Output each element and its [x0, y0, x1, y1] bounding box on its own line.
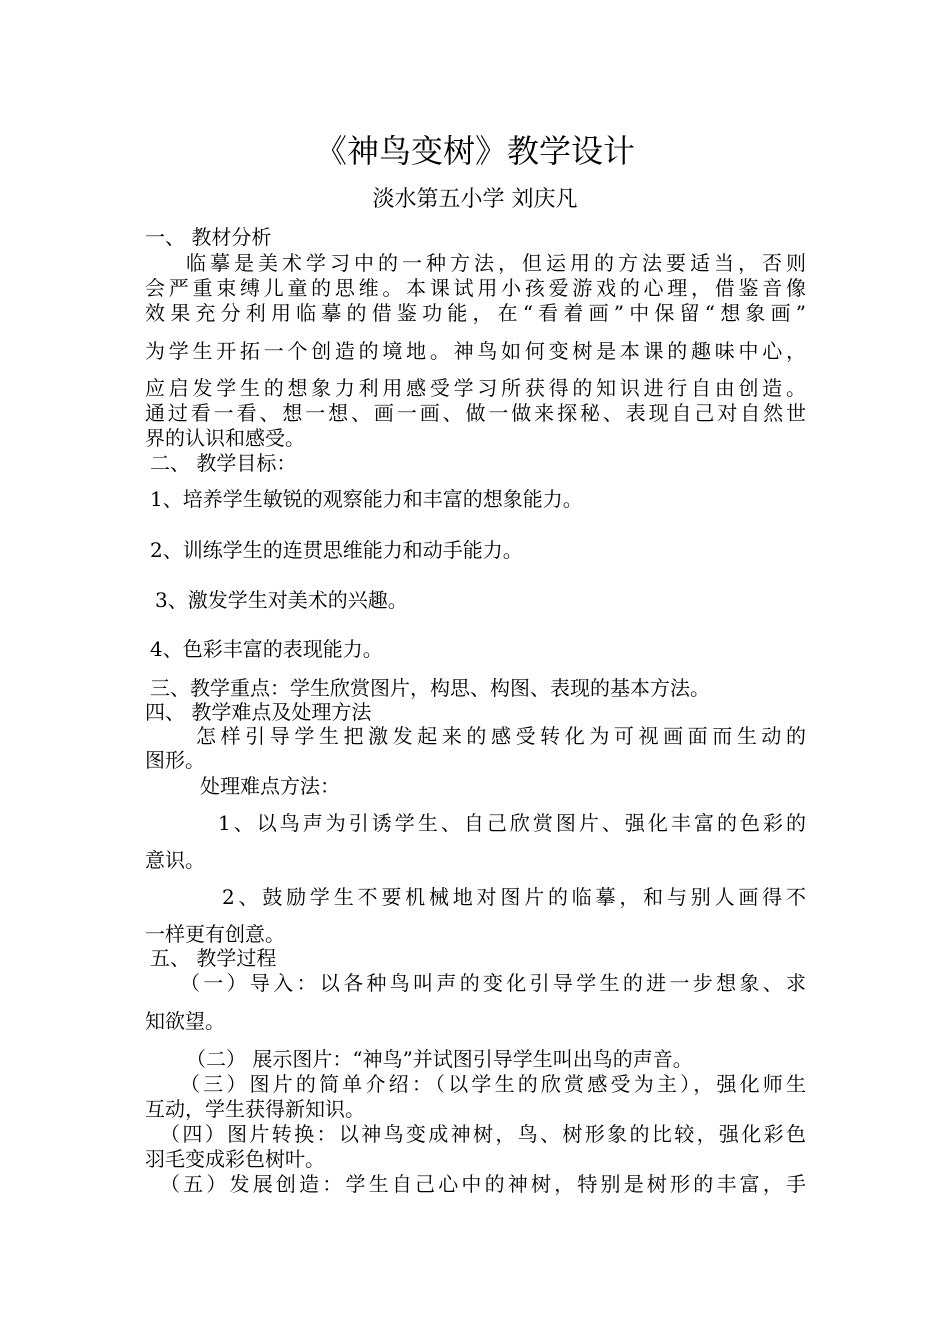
section-heading-4: 四、 教学难点及处理方法 [145, 700, 372, 724]
process-item-1: （一）导入：以各种鸟叫声的变化引导学生的进一步想象、求 [180, 971, 806, 995]
goal-item-4: 4、色彩丰富的表现能力。 [150, 637, 383, 661]
section-heading-1: 一、 教材分析 [145, 225, 272, 249]
author-line: 淡水第五小学 刘庆凡 [372, 187, 578, 212]
goal-item-1: 1、培养学生敏锐的观察能力和丰富的想象能力。 [150, 487, 583, 511]
section-heading-2: 二、 教学目标： [150, 451, 297, 475]
paragraph-line: 意识。 [145, 848, 205, 872]
paragraph-line: 羽毛变成彩色树叶。 [145, 1147, 325, 1171]
subheading: 处理难点方法： [200, 774, 340, 798]
section-heading-3: 三、教学重点：学生欣赏图片，构思、构图、表现的基本方法。 [150, 676, 710, 700]
process-item-2: （二） 展示图片：“神鸟”并试图引导学生叫出鸟的声音。 [186, 1047, 693, 1071]
process-item-5: （五）发展创造：学生自己心中的神树，特别是树形的丰富，手 [160, 1172, 806, 1196]
process-item-3: （三）图片的简单介绍：（以学生的欣赏感受为主），强化师生 [180, 1072, 806, 1096]
paragraph-line: 界的认识和感受。 [145, 426, 305, 450]
process-item-4: （四）图片转换：以神鸟变成神树，鸟、树形象的比较，强化彩色 [160, 1122, 806, 1146]
paragraph-line: 图形。 [145, 748, 205, 772]
paragraph-line: 会严重束缚儿童的思维。本课试用小孩爱游戏的心理，借鉴音像 [145, 276, 806, 300]
paragraph-line: 一样更有创意。 [145, 922, 285, 946]
goal-item-2: 2、训练学生的连贯思维能力和动手能力。 [150, 538, 523, 562]
method-item-1: 1、以鸟声为引诱学生、自己欣赏图片、强化丰富的色彩的 [218, 811, 806, 835]
paragraph-line: 应启发学生的想象力利用感受学习所获得的知识进行自由创造。 [145, 376, 806, 400]
document-title: 《神鸟变树》教学设计 [314, 132, 635, 170]
goal-item-3: 3、激发学生对美术的兴趣。 [155, 588, 408, 612]
paragraph-line: 临摹是美术学习中的一种方法，但运用的方法要适当，否则 [186, 251, 806, 275]
paragraph-line: 通过看一看、想一想、画一画、做一做来探秘、表现自己对自然世 [145, 401, 806, 425]
paragraph-line: 怎样引导学生把激发起来的感受转化为可视画面而生动的 [196, 724, 806, 748]
paragraph-line: 效果充分利用临摹的借鉴功能，在“看着画”中保留“想象画” [145, 301, 806, 325]
method-item-2: 2、鼓励学生不要机械地对图片的临摹，和与别人画得不 [222, 885, 806, 909]
paragraph-line: 为学生开拓一个创造的境地。神鸟如何变树是本课的趣味中心， [145, 339, 806, 363]
paragraph-line: 互动，学生获得新知识。 [145, 1097, 365, 1121]
section-heading-5: 五、 教学过程 [150, 946, 277, 970]
paragraph-line: 知欲望。 [145, 1009, 225, 1033]
